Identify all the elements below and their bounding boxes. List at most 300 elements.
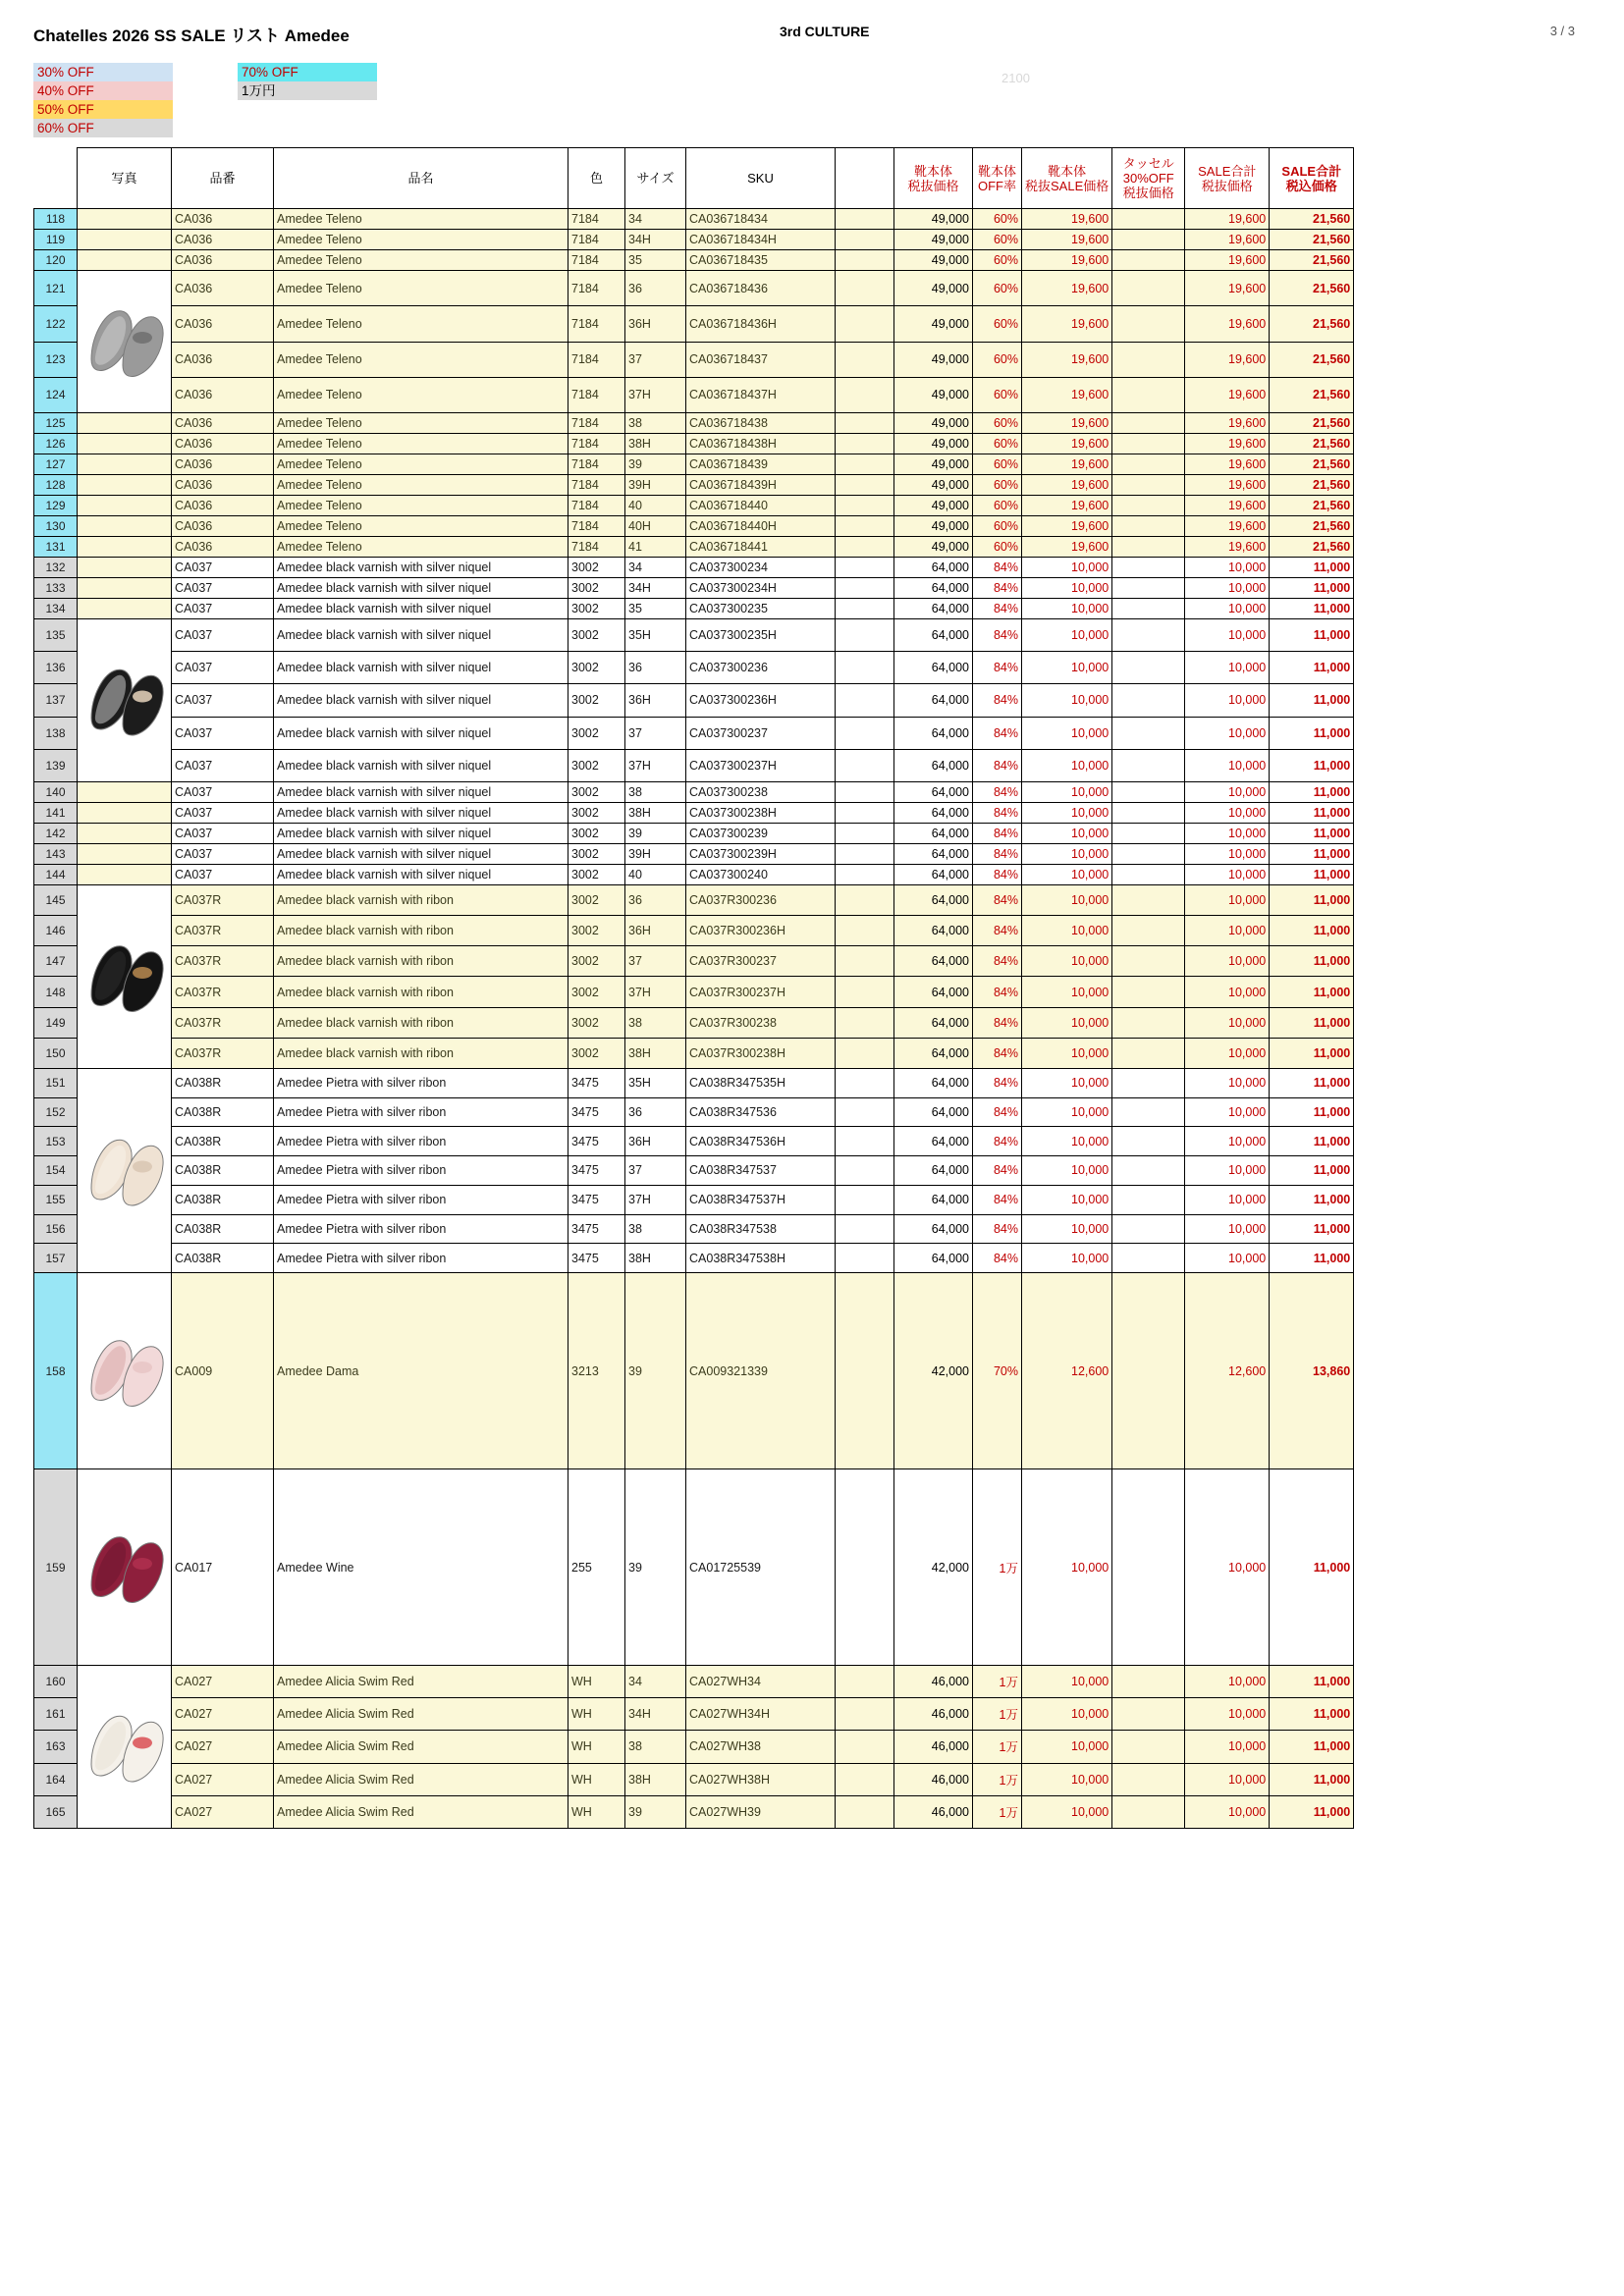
cell-name: Amedee Teleno — [274, 496, 568, 516]
photo-cell-empty — [78, 578, 172, 599]
table-row — [34, 1763, 1354, 1795]
column-header-off: 靴本体 OFF率 — [973, 148, 1022, 209]
row-number: 131 — [34, 537, 78, 558]
cell-tassel — [1112, 717, 1185, 749]
cell-price: 42,000 — [894, 1469, 973, 1666]
cell-color: 3002 — [568, 619, 625, 652]
cell-tassel — [1112, 599, 1185, 619]
photo-cell-empty — [78, 558, 172, 578]
table-row — [34, 1007, 1354, 1038]
cell-total: 10,000 — [1185, 1127, 1270, 1156]
row-number: 148 — [34, 977, 78, 1007]
cell-hinban: CA036 — [172, 434, 274, 454]
cell-off: 60% — [973, 434, 1022, 454]
row-number: 145 — [34, 885, 78, 916]
document-header — [33, 22, 1585, 51]
cell-name: Amedee black varnish with silver niquel — [274, 865, 568, 885]
cell-tassel — [1112, 1666, 1185, 1698]
cell-total: 10,000 — [1185, 717, 1270, 749]
cell-blank — [836, 946, 894, 977]
cell-total: 19,600 — [1185, 475, 1270, 496]
cell-name: Amedee Teleno — [274, 250, 568, 271]
cell-hinban: CA037 — [172, 782, 274, 803]
cell-off: 84% — [973, 1127, 1022, 1156]
cell-name: Amedee black varnish with silver niquel — [274, 684, 568, 717]
table-row — [34, 977, 1354, 1007]
cell-tax: 11,000 — [1270, 916, 1354, 946]
cell-tassel — [1112, 1698, 1185, 1731]
cell-hinban: CA038R — [172, 1127, 274, 1156]
cell-sku: CA027WH34 — [686, 1666, 836, 1698]
table-row — [34, 1038, 1354, 1068]
cell-sale: 10,000 — [1022, 1214, 1112, 1244]
cell-name: Amedee Pietra with silver ribon — [274, 1097, 568, 1127]
table-row — [34, 865, 1354, 885]
cell-blank — [836, 1038, 894, 1068]
cell-blank — [836, 1185, 894, 1214]
cell-color: 3002 — [568, 824, 625, 844]
cell-color: 7184 — [568, 516, 625, 537]
cell-total: 10,000 — [1185, 1185, 1270, 1214]
cell-color: 7184 — [568, 496, 625, 516]
row-number: 159 — [34, 1469, 78, 1666]
cell-sale: 10,000 — [1022, 946, 1112, 977]
cell-sku: CA036718434H — [686, 230, 836, 250]
column-header-hinban: 品番 — [172, 148, 274, 209]
cell-hinban: CA037R — [172, 1038, 274, 1068]
cell-off: 60% — [973, 306, 1022, 342]
cell-size: 39 — [625, 1795, 686, 1828]
cell-size: 36H — [625, 306, 686, 342]
cell-size: 34 — [625, 558, 686, 578]
cell-size: 35 — [625, 250, 686, 271]
cell-tax: 11,000 — [1270, 1127, 1354, 1156]
cell-price: 64,000 — [894, 916, 973, 946]
table-row — [34, 578, 1354, 599]
cell-sku: CA036718441 — [686, 537, 836, 558]
cell-tassel — [1112, 1795, 1185, 1828]
cell-sale: 10,000 — [1022, 619, 1112, 652]
cell-total: 10,000 — [1185, 599, 1270, 619]
cell-tax: 11,000 — [1270, 1698, 1354, 1731]
cell-size: 36 — [625, 1097, 686, 1127]
cell-off: 1万 — [973, 1666, 1022, 1698]
cell-name: Amedee Teleno — [274, 434, 568, 454]
cell-total: 10,000 — [1185, 1007, 1270, 1038]
cell-size: 37H — [625, 1185, 686, 1214]
cell-sale: 10,000 — [1022, 1097, 1112, 1127]
cell-sku: CA038R347538H — [686, 1244, 836, 1273]
cell-total: 10,000 — [1185, 1097, 1270, 1127]
cell-blank — [836, 342, 894, 377]
cell-sku: CA037300238H — [686, 803, 836, 824]
cell-total: 10,000 — [1185, 824, 1270, 844]
cell-price: 49,000 — [894, 454, 973, 475]
cell-color: 3213 — [568, 1273, 625, 1469]
cell-sku: CA036718434 — [686, 209, 836, 230]
cell-price: 49,000 — [894, 475, 973, 496]
cell-blank — [836, 1127, 894, 1156]
cell-color: 3002 — [568, 977, 625, 1007]
cell-tax: 11,000 — [1270, 1763, 1354, 1795]
row-number: 164 — [34, 1763, 78, 1795]
cell-blank — [836, 1731, 894, 1763]
cell-name: Amedee Teleno — [274, 454, 568, 475]
row-number: 127 — [34, 454, 78, 475]
cell-tassel — [1112, 1469, 1185, 1666]
cell-blank — [836, 684, 894, 717]
legend-item-right-1: 1万円 — [238, 81, 377, 100]
cell-tax: 21,560 — [1270, 454, 1354, 475]
table-row — [34, 342, 1354, 377]
table-row — [34, 652, 1354, 684]
cell-blank — [836, 1666, 894, 1698]
cell-tassel — [1112, 824, 1185, 844]
cell-color: WH — [568, 1731, 625, 1763]
cell-size: 37 — [625, 1156, 686, 1186]
cell-tassel — [1112, 558, 1185, 578]
photo-cell-empty — [78, 516, 172, 537]
table-row — [34, 516, 1354, 537]
cell-sale: 10,000 — [1022, 1698, 1112, 1731]
cell-total: 10,000 — [1185, 803, 1270, 824]
cell-size: 38H — [625, 1244, 686, 1273]
row-number: 155 — [34, 1185, 78, 1214]
photo-cell-empty — [78, 250, 172, 271]
cell-total: 10,000 — [1185, 916, 1270, 946]
cell-color: 3002 — [568, 717, 625, 749]
table-row — [34, 1666, 1354, 1698]
cell-hinban: CA036 — [172, 377, 274, 412]
table-row — [34, 271, 1354, 306]
cell-size: 40 — [625, 496, 686, 516]
cell-size: 38H — [625, 1038, 686, 1068]
cell-tax: 11,000 — [1270, 1666, 1354, 1698]
cell-sku: CA036718436H — [686, 306, 836, 342]
cell-color: 3475 — [568, 1244, 625, 1273]
amedee-wine-photo — [78, 1469, 172, 1666]
row-number: 158 — [34, 1273, 78, 1469]
pietra-silver-ribon-photo — [78, 1069, 172, 1273]
cell-color: 3002 — [568, 803, 625, 824]
row-number: 124 — [34, 377, 78, 412]
cell-tassel — [1112, 749, 1185, 781]
cell-color: 7184 — [568, 306, 625, 342]
photo-cell-empty — [78, 865, 172, 885]
cell-price: 64,000 — [894, 1097, 973, 1127]
cell-size: 38 — [625, 1731, 686, 1763]
cell-off: 84% — [973, 717, 1022, 749]
cell-price: 64,000 — [894, 1214, 973, 1244]
cell-color: WH — [568, 1666, 625, 1698]
cell-tax: 11,000 — [1270, 652, 1354, 684]
cell-blank — [836, 1097, 894, 1127]
cell-size: 39H — [625, 844, 686, 865]
column-header-size: サイズ — [625, 148, 686, 209]
cell-tassel — [1112, 782, 1185, 803]
cell-hinban: CA037 — [172, 619, 274, 652]
row-number: 153 — [34, 1127, 78, 1156]
cell-sku: CA027WH38 — [686, 1731, 836, 1763]
cell-total: 19,600 — [1185, 413, 1270, 434]
cell-tassel — [1112, 516, 1185, 537]
cell-sku: CA027WH39 — [686, 1795, 836, 1828]
table-row — [34, 306, 1354, 342]
cell-color: 3002 — [568, 558, 625, 578]
cell-hinban: CA037R — [172, 1007, 274, 1038]
cell-tax: 11,000 — [1270, 1185, 1354, 1214]
cell-name: Amedee black varnish with silver niquel — [274, 558, 568, 578]
row-number: 126 — [34, 434, 78, 454]
cell-tassel — [1112, 271, 1185, 306]
cell-sale: 19,600 — [1022, 209, 1112, 230]
row-number: 150 — [34, 1038, 78, 1068]
column-header-sku: SKU — [686, 148, 836, 209]
cell-tassel — [1112, 803, 1185, 824]
table-row — [34, 1127, 1354, 1156]
cell-name: Amedee Alicia Swim Red — [274, 1698, 568, 1731]
column-header-tax: SALE合計 税込価格 — [1270, 148, 1354, 209]
cell-price: 64,000 — [894, 803, 973, 824]
cell-blank — [836, 1007, 894, 1038]
cell-size: 39 — [625, 1273, 686, 1469]
cell-total: 19,600 — [1185, 342, 1270, 377]
cell-name: Amedee black varnish with silver niquel — [274, 599, 568, 619]
cell-blank — [836, 1469, 894, 1666]
table-row — [34, 1469, 1354, 1666]
cell-name: Amedee black varnish with silver niquel — [274, 749, 568, 781]
row-number: 157 — [34, 1244, 78, 1273]
cell-hinban: CA038R — [172, 1156, 274, 1186]
cell-blank — [836, 537, 894, 558]
cell-off: 84% — [973, 803, 1022, 824]
cell-hinban: CA036 — [172, 306, 274, 342]
cell-size: 38H — [625, 434, 686, 454]
cell-sku: CA037300235H — [686, 619, 836, 652]
cell-price: 46,000 — [894, 1698, 973, 1731]
cell-size: 39 — [625, 454, 686, 475]
cell-tax: 11,000 — [1270, 717, 1354, 749]
row-number: 119 — [34, 230, 78, 250]
cell-total: 10,000 — [1185, 844, 1270, 865]
cell-total: 10,000 — [1185, 749, 1270, 781]
discount-legend — [33, 63, 1585, 139]
table-row — [34, 558, 1354, 578]
cell-hinban: CA037 — [172, 865, 274, 885]
photo-cell-empty — [78, 844, 172, 865]
column-header-tassel: タッセル 30%OFF 税抜価格 — [1112, 148, 1185, 209]
cell-off: 60% — [973, 377, 1022, 412]
amedee-dama-photo — [78, 1273, 172, 1469]
table-row — [34, 619, 1354, 652]
row-number: 143 — [34, 844, 78, 865]
cell-hinban: CA037R — [172, 916, 274, 946]
cell-hinban: CA036 — [172, 250, 274, 271]
cell-sale: 10,000 — [1022, 1731, 1112, 1763]
cell-off: 84% — [973, 652, 1022, 684]
cell-tax: 11,000 — [1270, 1156, 1354, 1186]
cell-blank — [836, 516, 894, 537]
cell-color: 7184 — [568, 475, 625, 496]
row-number: 160 — [34, 1666, 78, 1698]
table-row — [34, 782, 1354, 803]
photo-cell-empty — [78, 803, 172, 824]
table-row — [34, 916, 1354, 946]
cell-hinban: CA038R — [172, 1069, 274, 1098]
cell-size: 36H — [625, 916, 686, 946]
cell-price: 64,000 — [894, 578, 973, 599]
cell-blank — [836, 1698, 894, 1731]
cell-total: 10,000 — [1185, 977, 1270, 1007]
cell-name: Amedee black varnish with silver niquel — [274, 717, 568, 749]
photo-cell-empty — [78, 782, 172, 803]
cell-total: 19,600 — [1185, 230, 1270, 250]
cell-color: 3002 — [568, 885, 625, 916]
cell-hinban: CA037 — [172, 749, 274, 781]
column-header-photo: 写真 — [78, 148, 172, 209]
cell-tax: 11,000 — [1270, 684, 1354, 717]
row-number: 144 — [34, 865, 78, 885]
cell-name: Amedee Alicia Swim Red — [274, 1763, 568, 1795]
row-number: 135 — [34, 619, 78, 652]
cell-color: 3002 — [568, 749, 625, 781]
cell-tax: 21,560 — [1270, 250, 1354, 271]
cell-tax: 11,000 — [1270, 1731, 1354, 1763]
cell-price: 49,000 — [894, 537, 973, 558]
cell-off: 60% — [973, 342, 1022, 377]
cell-sale: 19,600 — [1022, 516, 1112, 537]
cell-total: 10,000 — [1185, 1698, 1270, 1731]
cell-hinban: CA036 — [172, 496, 274, 516]
cell-hinban: CA027 — [172, 1666, 274, 1698]
cell-tassel — [1112, 377, 1185, 412]
column-header-color: 色 — [568, 148, 625, 209]
cell-tax: 11,000 — [1270, 977, 1354, 1007]
cell-off: 60% — [973, 516, 1022, 537]
cell-off: 84% — [973, 599, 1022, 619]
cell-name: Amedee Teleno — [274, 377, 568, 412]
cell-price: 49,000 — [894, 413, 973, 434]
cell-size: 38 — [625, 782, 686, 803]
cell-blank — [836, 1244, 894, 1273]
cell-price: 64,000 — [894, 558, 973, 578]
cell-hinban: CA037R — [172, 885, 274, 916]
cell-off: 60% — [973, 537, 1022, 558]
cell-blank — [836, 824, 894, 844]
cell-color: WH — [568, 1698, 625, 1731]
cell-size: 34H — [625, 230, 686, 250]
cell-tassel — [1112, 946, 1185, 977]
legend-item-left-0: 30% OFF — [33, 63, 173, 81]
photo-cell-empty — [78, 230, 172, 250]
cell-hinban: CA037 — [172, 844, 274, 865]
cell-tassel — [1112, 209, 1185, 230]
cell-price: 46,000 — [894, 1763, 973, 1795]
cell-hinban: CA027 — [172, 1698, 274, 1731]
cell-name: Amedee Alicia Swim Red — [274, 1795, 568, 1828]
cell-sale: 10,000 — [1022, 1185, 1112, 1214]
cell-name: Amedee Teleno — [274, 516, 568, 537]
cell-total: 10,000 — [1185, 619, 1270, 652]
cell-color: 3002 — [568, 684, 625, 717]
cell-hinban: CA027 — [172, 1731, 274, 1763]
cell-name: Amedee black varnish with silver niquel — [274, 578, 568, 599]
cell-tassel — [1112, 619, 1185, 652]
cell-sale: 19,600 — [1022, 377, 1112, 412]
cell-name: Amedee black varnish with silver niquel — [274, 619, 568, 652]
cell-off: 84% — [973, 916, 1022, 946]
cell-color: 3002 — [568, 599, 625, 619]
cell-sku: CA037R300238 — [686, 1007, 836, 1038]
cell-tassel — [1112, 652, 1185, 684]
cell-off: 1万 — [973, 1698, 1022, 1731]
cell-blank — [836, 717, 894, 749]
cell-sale: 19,600 — [1022, 271, 1112, 306]
table-row — [34, 1097, 1354, 1127]
cell-total: 10,000 — [1185, 1038, 1270, 1068]
table-row — [34, 844, 1354, 865]
cell-hinban: CA036 — [172, 516, 274, 537]
row-number: 139 — [34, 749, 78, 781]
cell-off: 60% — [973, 454, 1022, 475]
cell-blank — [836, 413, 894, 434]
cell-hinban: CA027 — [172, 1795, 274, 1828]
cell-price: 49,000 — [894, 496, 973, 516]
cell-hinban: CA037 — [172, 824, 274, 844]
cell-off: 60% — [973, 250, 1022, 271]
cell-hinban: CA036 — [172, 209, 274, 230]
row-number: 134 — [34, 599, 78, 619]
cell-hinban: CA027 — [172, 1763, 274, 1795]
cell-size: 37H — [625, 977, 686, 1007]
cell-blank — [836, 803, 894, 824]
table-row — [34, 599, 1354, 619]
cell-total: 10,000 — [1185, 1244, 1270, 1273]
cell-sale: 19,600 — [1022, 454, 1112, 475]
cell-blank — [836, 599, 894, 619]
cell-color: 3002 — [568, 652, 625, 684]
cell-name: Amedee Pietra with silver ribon — [274, 1214, 568, 1244]
cell-sku: CA037300237 — [686, 717, 836, 749]
cell-sku: CA037R300236 — [686, 885, 836, 916]
cell-tassel — [1112, 475, 1185, 496]
table-row — [34, 1156, 1354, 1186]
row-number: 152 — [34, 1097, 78, 1127]
cell-tassel — [1112, 1214, 1185, 1244]
cell-blank — [836, 1795, 894, 1828]
cell-size: 36H — [625, 1127, 686, 1156]
legend-item-left-3: 60% OFF — [33, 119, 173, 137]
cell-sale: 10,000 — [1022, 916, 1112, 946]
cell-tassel — [1112, 250, 1185, 271]
cell-off: 60% — [973, 271, 1022, 306]
cell-hinban: CA038R — [172, 1097, 274, 1127]
cell-sale: 10,000 — [1022, 1795, 1112, 1828]
cell-tassel — [1112, 885, 1185, 916]
cell-size: 34 — [625, 209, 686, 230]
cell-off: 60% — [973, 496, 1022, 516]
column-header-total: SALE合計 税抜価格 — [1185, 148, 1270, 209]
cell-name: Amedee black varnish with ribon — [274, 946, 568, 977]
cell-sale: 19,600 — [1022, 342, 1112, 377]
cell-color: 7184 — [568, 434, 625, 454]
table-row — [34, 537, 1354, 558]
cell-tassel — [1112, 844, 1185, 865]
photo-cell-empty — [78, 496, 172, 516]
cell-blank — [836, 782, 894, 803]
cell-size: 38H — [625, 1763, 686, 1795]
row-number: 140 — [34, 782, 78, 803]
